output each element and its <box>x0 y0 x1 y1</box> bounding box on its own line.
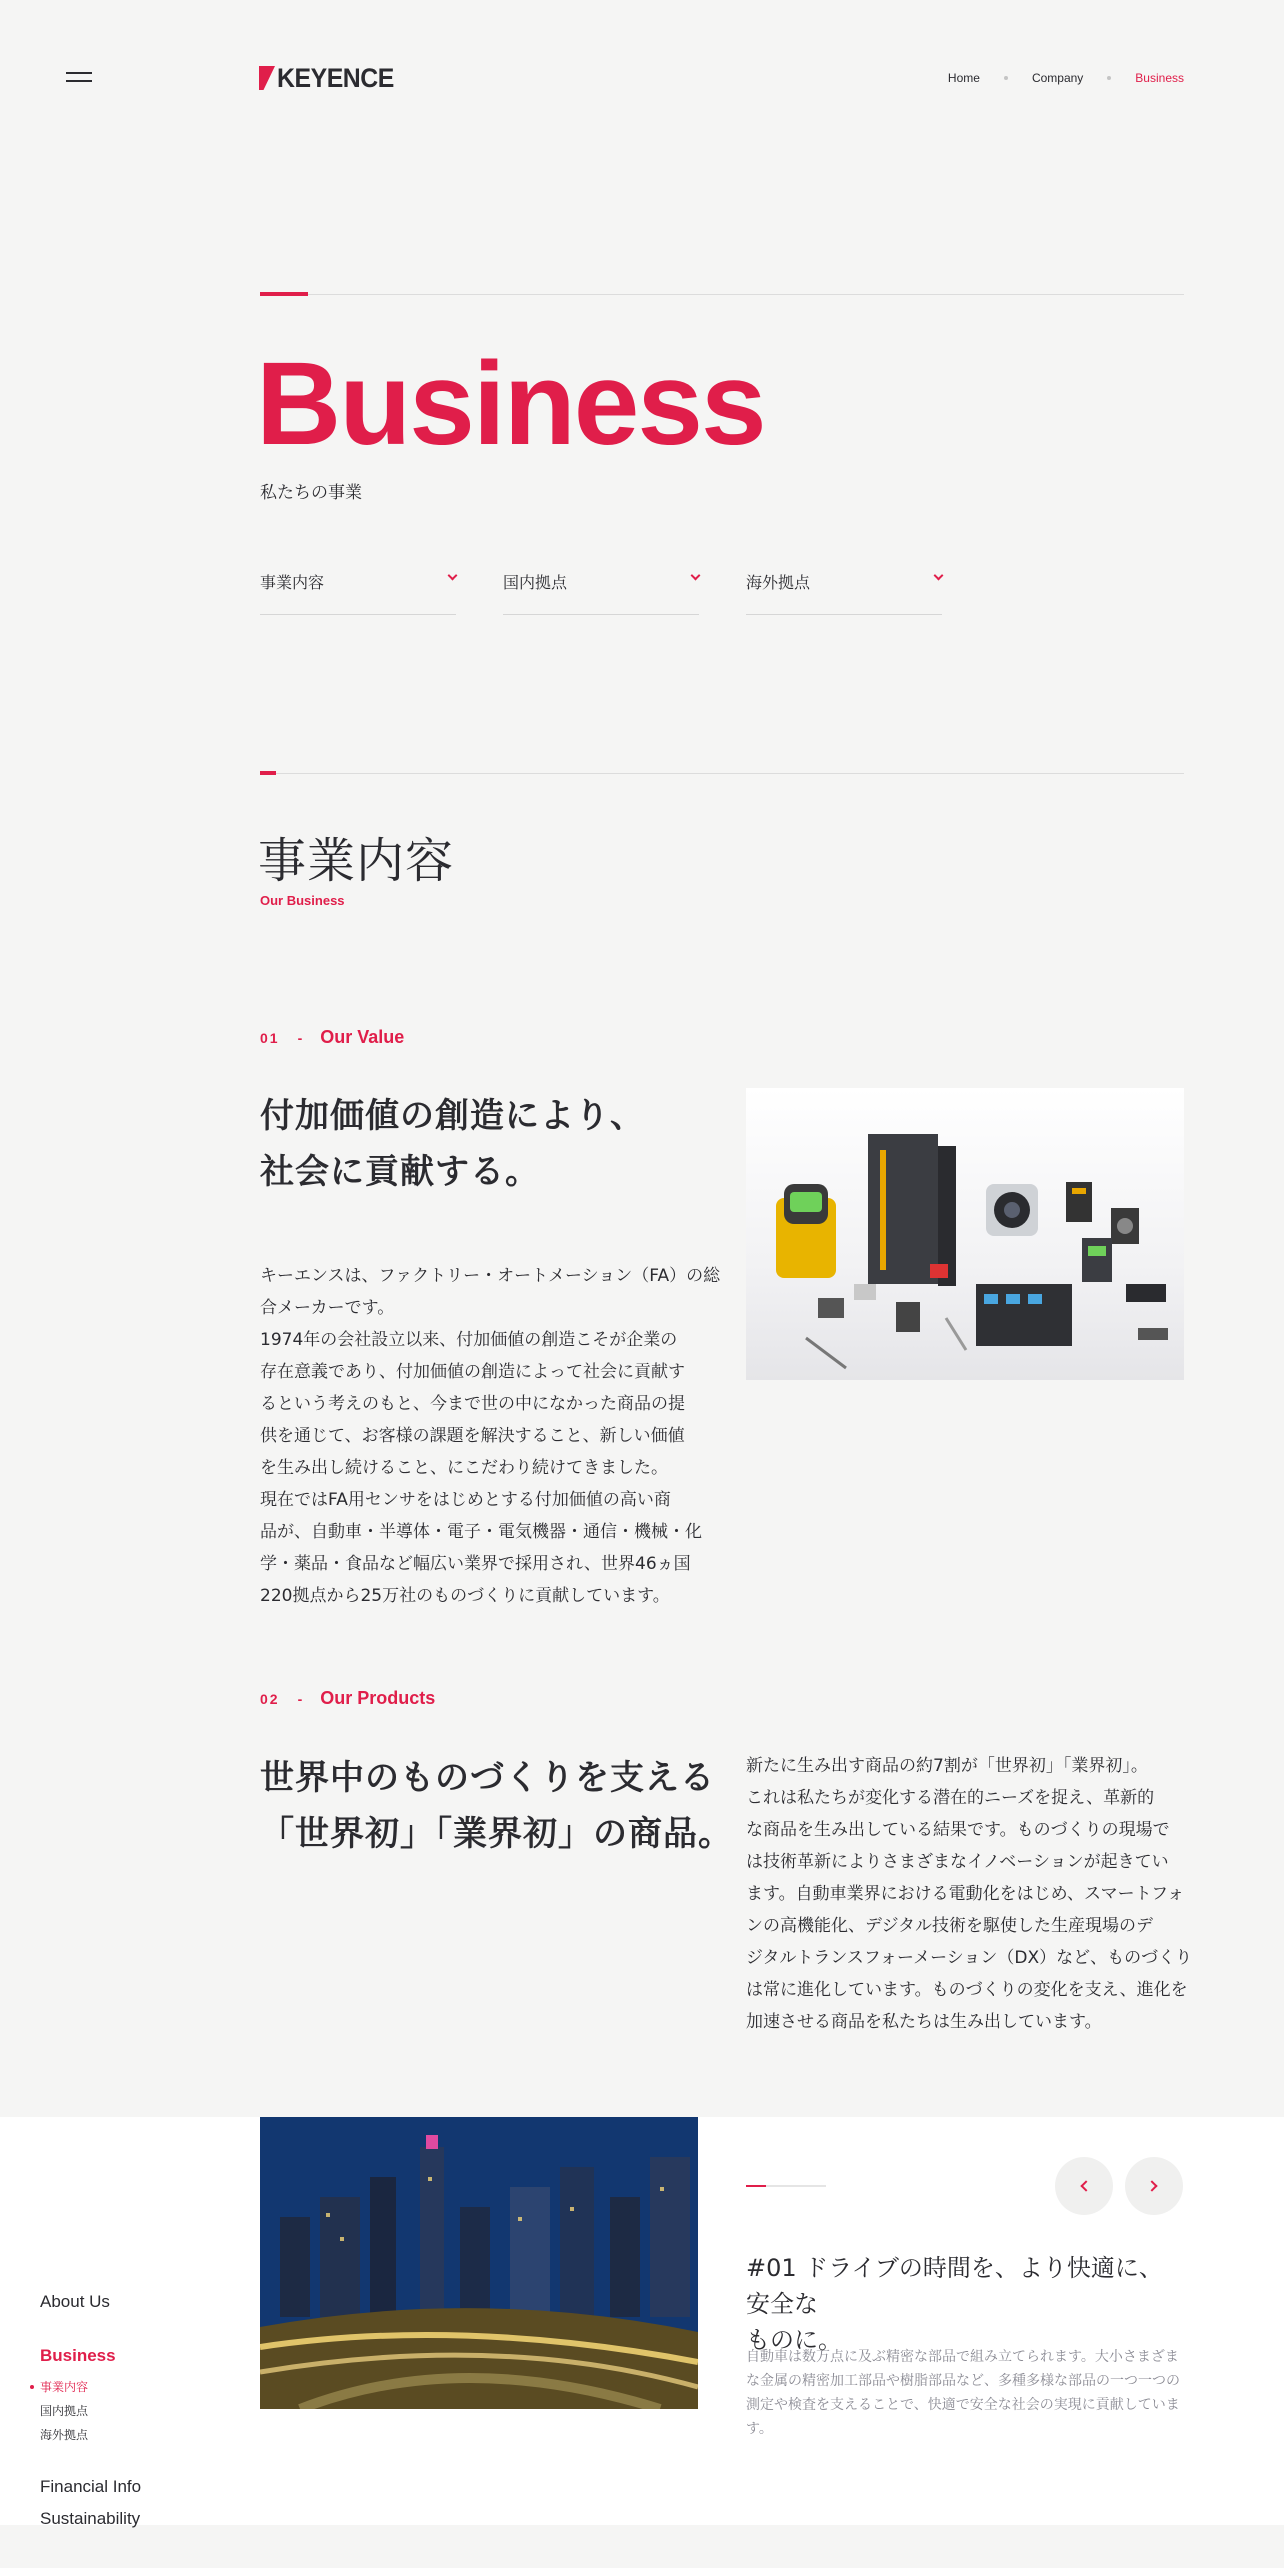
products-paragraph <box>746 1750 1193 2038</box>
products-headline-line: 「世界初」「業界初」の商品。 <box>260 1814 733 1854</box>
section-subtitle: Our Business <box>260 893 345 908</box>
logo-text: KEYENCE <box>277 62 394 93</box>
slide-text <box>746 2345 1186 2441</box>
city-skyline-illustration <box>260 2117 698 2409</box>
chevron-left-icon <box>1080 2180 1091 2191</box>
paragraph-line: ジタルトランスフォーメーション（DX）など、ものづくり <box>746 1948 1193 1968</box>
paragraph-line: 存在意義であり、付加価値の創造によって社会に貢献す <box>260 1362 685 1382</box>
chevron-down-icon <box>691 571 701 581</box>
paragraph-line: るという考えのもと、今まで世の中になかった商品の提 <box>260 1394 685 1414</box>
slider-next-button[interactable] <box>1125 2157 1183 2215</box>
products-headline <box>260 1750 733 1862</box>
slider-prev-button[interactable] <box>1055 2157 1113 2215</box>
paragraph-line: 1974年の会社設立以来、付加価値の創造こそが企業の <box>260 1330 678 1350</box>
city-night-photo <box>260 2117 698 2409</box>
products-heading-label <box>260 1688 435 1709</box>
value-headline-line: 付加価値の創造により、 <box>260 1096 645 1136</box>
anchor-label: 海外拠点 <box>746 573 811 592</box>
slide-text-line: す。 <box>746 2421 773 2437</box>
paragraph-line: ます。自動車業界における電動化をはじめ、スマートフォ <box>746 1884 1185 1904</box>
top-navigation <box>948 71 1184 85</box>
slide-text-line: 測定や検査を支えることで、快適で安全な社会の実現に貢献していま <box>746 2397 1180 2413</box>
nav-separator <box>1004 76 1008 80</box>
anchor-overseas-locations[interactable] <box>746 560 942 615</box>
value-paragraph <box>260 1260 721 1612</box>
sidebar-financial-info[interactable]: Financial Info <box>40 2477 142 2496</box>
sidebar-sub-overseas[interactable]: 海外拠点 <box>40 2428 89 2442</box>
sidebar-about-us[interactable]: About Us <box>40 2292 110 2311</box>
value-label: Our Value <box>320 1027 405 1047</box>
sidebar-sub-domestic[interactable]: 国内拠点 <box>40 2404 89 2418</box>
slide-text-line: 自動車は数万点に及ぶ精密な部品で組み立てられます。大小さまざま <box>746 2349 1179 2365</box>
sidebar-business[interactable]: Business <box>40 2346 116 2365</box>
paragraph-line: 加速させる商品を私たちは生み出しています。 <box>746 2012 1102 2032</box>
paragraph-line: 合メーカーです。 <box>260 1298 395 1318</box>
anchor-label: 事業内容 <box>260 573 325 592</box>
sidebar-sub-business-content[interactable]: 事業内容 <box>40 2380 89 2394</box>
slide-title <box>746 2250 1186 2358</box>
products-label: Our Products <box>320 1688 436 1708</box>
products-dash: - <box>297 1691 303 1707</box>
sidebar-sustainability[interactable]: Sustainability <box>40 2509 141 2528</box>
section-accent-bar <box>260 771 276 775</box>
paragraph-line: 品が、自動車・半導体・電子・電気機器・通信・機械・化 <box>260 1522 702 1542</box>
anchor-domestic-locations[interactable] <box>503 560 699 615</box>
products-number: 02 <box>260 1691 280 1707</box>
section-title: 事業内容 <box>258 833 455 889</box>
nav-business[interactable]: Business <box>1135 71 1184 85</box>
section-divider <box>260 773 1184 774</box>
slide-title-line: #01 ドライブの時間を、より快適に、安全な <box>746 2254 1163 2318</box>
value-number: 01 <box>260 1030 280 1046</box>
active-bullet <box>30 2385 34 2389</box>
page-title: Business <box>256 338 765 470</box>
slider-progress-fill <box>746 2185 766 2187</box>
keyence-logo[interactable] <box>259 62 404 94</box>
paragraph-line: は常に進化しています。ものづくりの変化を支え、進化を <box>746 1980 1188 2000</box>
hero-divider <box>306 294 1184 295</box>
chevron-down-icon <box>934 571 944 581</box>
paragraph-line: を生み出し続けること、にこだわり続けてきました。 <box>260 1458 668 1478</box>
paragraph-line: 学・薬品・食品など幅広い業界で採用され、世界46ヵ国 <box>260 1554 691 1574</box>
paragraph-line: は技術革新によりさまざまなイノベーションが起きてい <box>746 1852 1169 1872</box>
chevron-right-icon <box>1146 2180 1157 2191</box>
paragraph-line: これは私たちが変化する潜在的ニーズを捉え、革新的 <box>746 1788 1155 1808</box>
slide-title-line: ものに。 <box>746 2326 842 2354</box>
page-subtitle: 私たちの事業 <box>260 483 362 503</box>
anchor-label: 国内拠点 <box>503 573 568 592</box>
paragraph-line: 供を通じて、お客様の課題を解決すること、新しい価値 <box>260 1426 685 1446</box>
nav-separator <box>1107 76 1111 80</box>
paragraph-line: 新たに生み出す商品の約7割が「世界初」「業界初」。 <box>746 1756 1148 1776</box>
slider-progress-track <box>746 2185 826 2187</box>
value-heading-label <box>260 1027 404 1048</box>
chevron-down-icon <box>448 571 458 581</box>
products-headline-line: 世界中のものづくりを支える <box>260 1758 715 1798</box>
anchor-business-content[interactable] <box>260 560 456 615</box>
paragraph-line: ンの高機能化、デジタル技術を駆使した生産現場のデ <box>746 1916 1153 1936</box>
menu-icon[interactable] <box>66 72 92 88</box>
value-headline-line: 社会に貢献する。 <box>260 1152 540 1192</box>
products-photo <box>746 1088 1184 1380</box>
value-headline <box>260 1088 645 1200</box>
paragraph-line: な商品を生み出している結果です。ものづくりの現場で <box>746 1820 1170 1840</box>
value-dash: - <box>297 1030 303 1046</box>
hero-accent-bar <box>260 292 308 296</box>
paragraph-line: 現在ではFA用センサをはじめとする付加価値の高い商 <box>260 1490 671 1510</box>
sensor-products-illustration <box>746 1088 1184 1380</box>
slide-text-line: な金属の精密加工部品や樹脂部品など、多種多様な部品の一つ一つの <box>746 2373 1180 2389</box>
nav-company[interactable]: Company <box>1031 71 1084 85</box>
paragraph-line: 220拠点から25万社のものづくりに貢献しています。 <box>260 1586 670 1606</box>
logo-mark-icon <box>259 66 275 90</box>
nav-home[interactable]: Home <box>947 71 980 85</box>
paragraph-line: キーエンスは、ファクトリー・オートメーション（FA）の総 <box>260 1266 721 1286</box>
